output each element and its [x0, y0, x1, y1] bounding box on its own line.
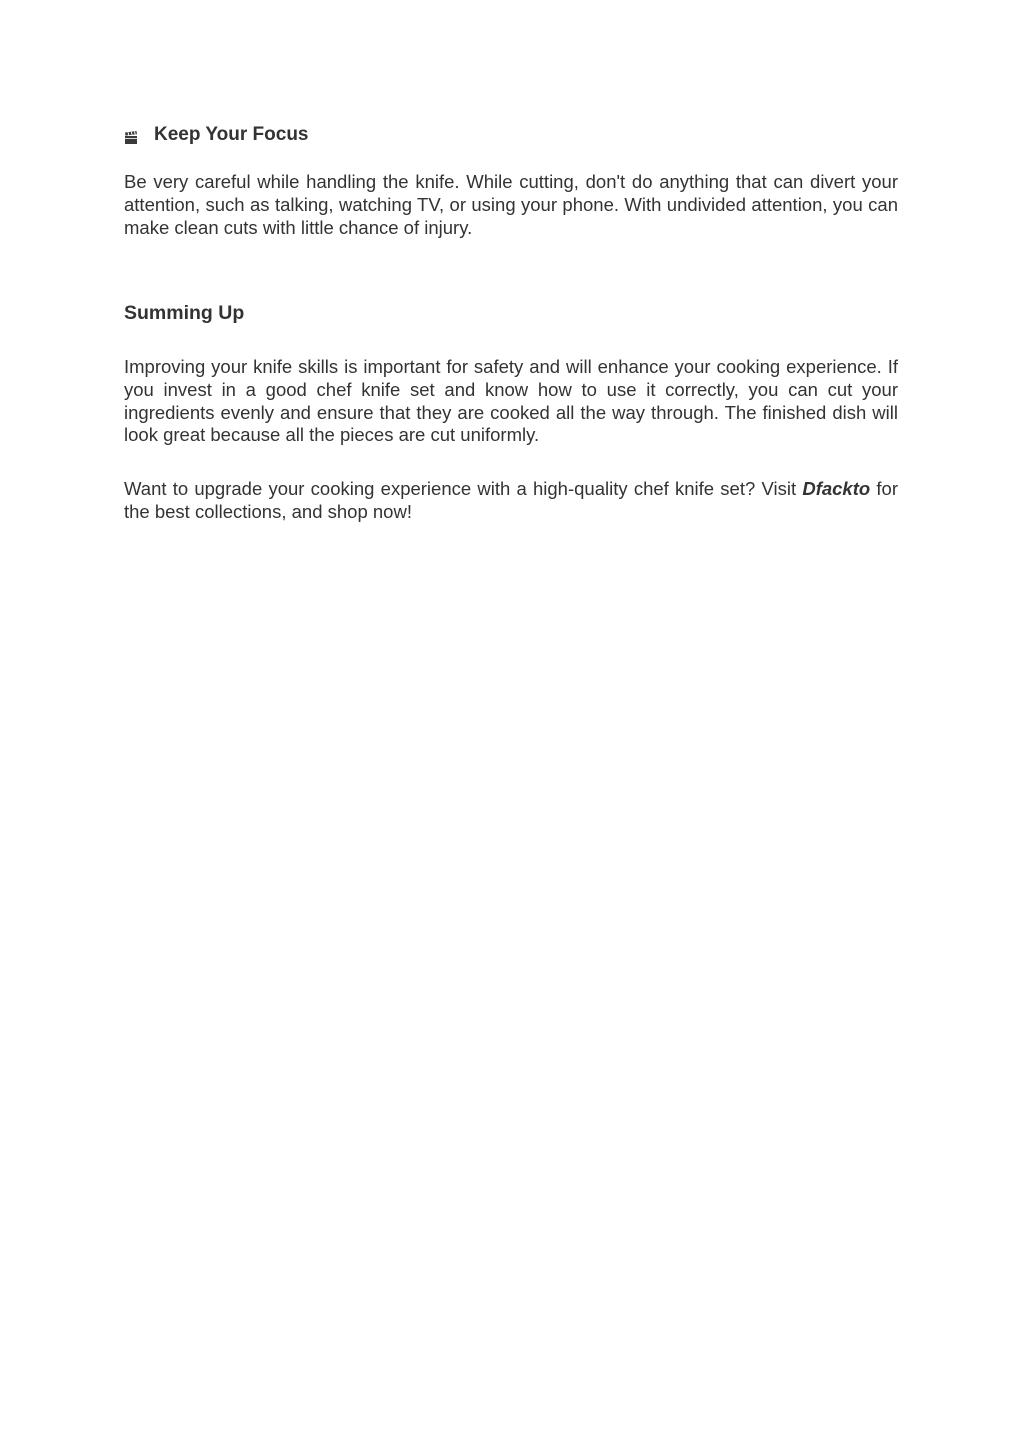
clapperboard-icon	[124, 129, 138, 143]
summary-heading: Summing Up	[124, 302, 245, 324]
tip-title: Keep Your Focus	[154, 124, 309, 145]
brand-name: Dfackto	[802, 478, 871, 499]
call-to-action	[124, 478, 898, 524]
tip-body: Be very careful while handling the knife. While cutting, don't do anything that can divert your attention, such as talking, watching TV, or using your phone. With undivided attention, you can make clean cuts with little chance of injury.	[124, 171, 898, 238]
tip-heading	[124, 124, 309, 146]
cta-text-before: Want to upgrade your cooking experience with a high-quality chef knife set? Visit	[124, 478, 803, 499]
summary-paragraph: Improving your knife skills is important for safety and will enhance your cooking experience. If you invest in a good chef knife set and know how to use it correctly, you can cut your ingredients evenly and ensure that they are cooked all the way through. The finished dish will look great because all the pieces are cut uniformly.	[124, 356, 898, 446]
cta-text-after: for the best collections, and shop now!	[124, 478, 898, 522]
